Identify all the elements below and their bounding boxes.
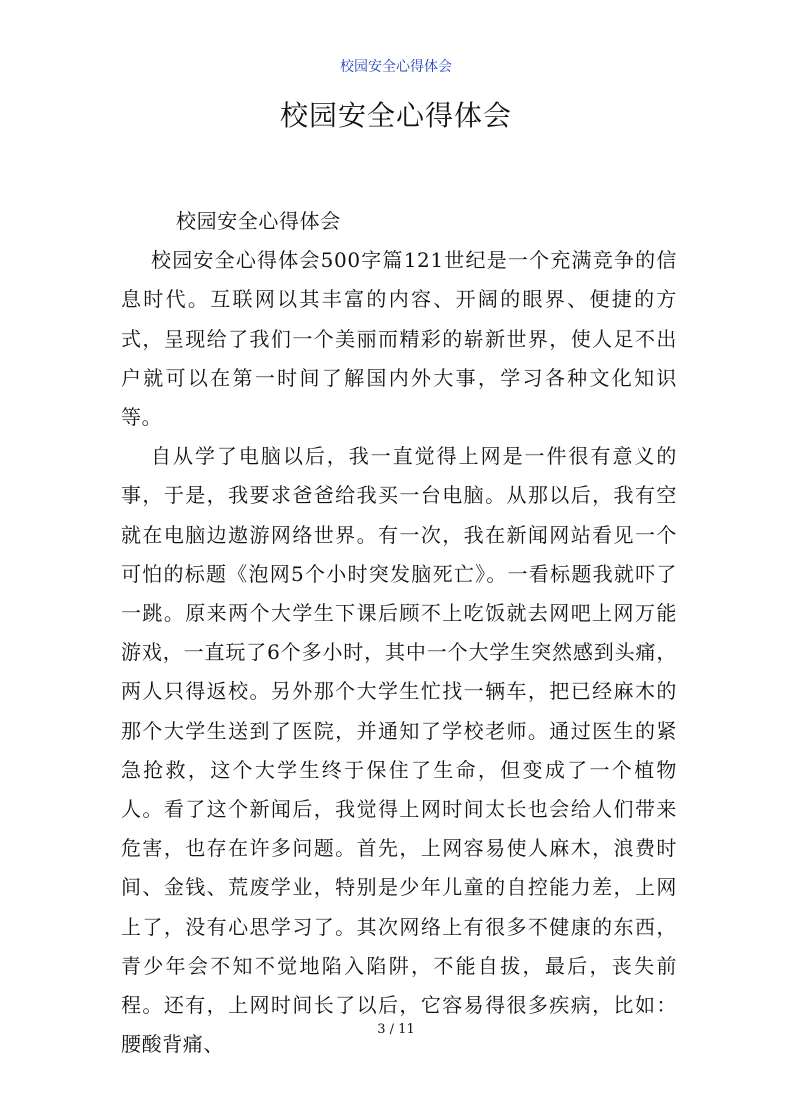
paragraph-story: 自从学了电脑以后，我一直觉得上网是一件很有意义的事，于是，我要求爸爸给我买一台电脑。从那以后，我有空就在电脑边遨游网络世界。有一次，我在新闻网站看见一个可怕的标题《泡网5个小时突发脑死亡》。一看标题我就吓了一跳。原来两个大学生下课后顾不上吃饭就去网吧上网万能游戏，一直玩了6个多小时，其中一个大学生突然感到头痛，两人只得返校。另外那个大学生忙找一辆车，把已经麻木的那个大学生送到了医院，并通知了学校老师。通过医生的紧急抢救，这个大学生终于保住了生命，但变成了一个植物人。看了这个新闻后，我觉得上网时间太长也会给人们带来危害，也存在许多问题。首先，上网容易使人麻木，浪费时间、金钱、荒废学业，特别是少年儿童的自控能力差，上网上了，没有心思学习了。其次网络上有很多不健康的东西，青少年会不知不觉地陷入陷阱，不能自拔，最后，丧失前程。还有，上网时间长了以后，它容易得很多疾病，比如：腰酸背痛、	[121, 444, 677, 1057]
document-body	[121, 202, 677, 1064]
running-header: 校园安全心得体会	[340, 59, 452, 75]
paragraph-intro: 校园安全心得体会500字篇121世纪是一个充满竞争的信息时代。互联网以其丰富的内容、开阔的眼界、便捷的方式，呈现给了我们一个美丽而精彩的崭新世界，使人足不出户就可以在第一时间了解国内外大事，学习各种文化知识等。	[121, 248, 677, 430]
page-number: 3 / 11	[377, 1022, 415, 1037]
section-subtitle: 校园安全心得体会	[176, 209, 341, 233]
document-title: 校园安全心得体会	[279, 99, 512, 132]
